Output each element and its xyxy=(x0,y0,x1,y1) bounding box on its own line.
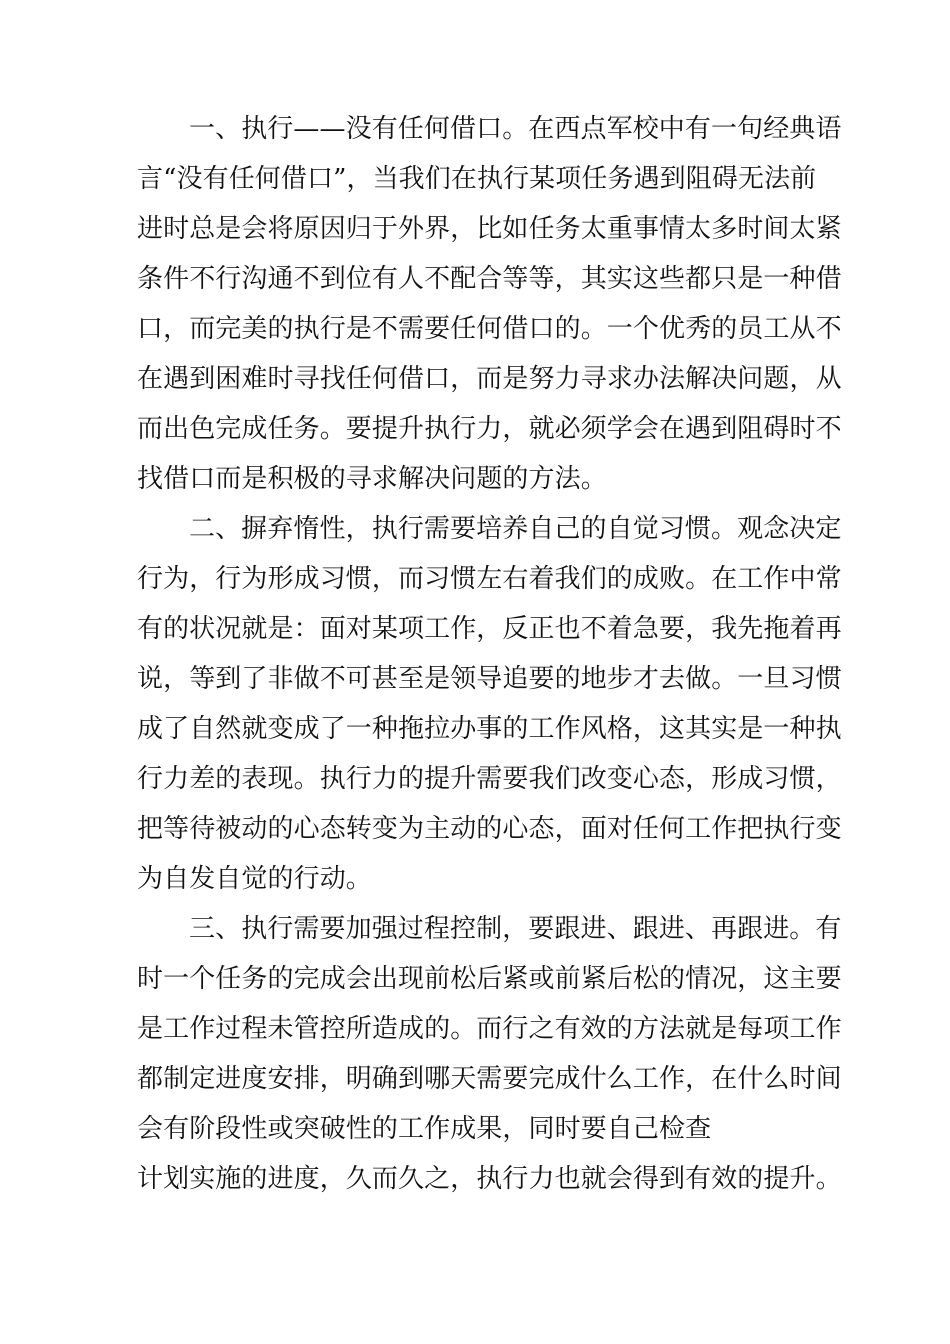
paragraph-2-line-6: 行力差的表现。执行力的提升需要我们改变心态，形成习惯， xyxy=(137,764,842,794)
paragraph-3-line-5: 会有阶段性或突破性的工作成果，同时要自己检查 xyxy=(137,1114,712,1144)
paragraph-3-line-1: 三、执行需要加强过程控制，要跟进、跟进、再跟进。有 xyxy=(189,914,842,944)
paragraph-2-line-4: 说，等到了非做不可甚至是领导追要的地步才去做。一旦习惯 xyxy=(137,664,842,694)
paragraph-1-line-2: 言“没有任何借口”，当我们在执行某项任务遇到阻碍无法前 xyxy=(137,164,817,194)
paragraph-2-line-1: 二、摒弃惰性，执行需要培养自己的自觉习惯。观念决定 xyxy=(189,514,842,544)
paragraph-1-line-8: 找借口而是积极的寻求解决问题的方法。 xyxy=(137,464,607,494)
paragraph-1-line-7: 而出色完成任务。要提升执行力，就必须学会在遇到阻碍时不 xyxy=(137,414,842,444)
paragraph-3-line-3: 是工作过程未管控所造成的。而行之有效的方法就是每项工作 xyxy=(137,1014,842,1044)
paragraph-2-line-3: 有的状况就是：面对某项工作，反正也不着急要，我先拖着再 xyxy=(137,614,842,644)
paragraph-3-line-4: 都制定进度安排，明确到哪天需要完成什么工作，在什么时间 xyxy=(137,1064,842,1094)
paragraph-1-line-1: 一、执行——没有任何借口。在西点军校中有一句经典语 xyxy=(189,114,842,144)
paragraph-1-line-4: 条件不行沟通不到位有人不配合等等，其实这些都只是一种借 xyxy=(137,264,842,294)
paragraph-2-line-2: 行为，行为形成习惯，而习惯左右着我们的成败。在工作中常 xyxy=(137,564,842,594)
body-text xyxy=(137,104,842,1204)
paragraph-3-line-6: 计划实施的进度，久而久之，执行力也就会得到有效的提升。 xyxy=(137,1164,842,1194)
paragraph-2-line-7: 把等待被动的心态转变为主动的心态，面对任何工作把执行变 xyxy=(137,814,842,844)
paragraph-1-line-5: 口，而完美的执行是不需要任何借口的。一个优秀的员工从不 xyxy=(137,314,842,344)
paragraph-2-line-5: 成了自然就变成了一种拖拉办事的工作风格，这其实是一种执 xyxy=(137,714,842,744)
paragraph-1-line-3: 进时总是会将原因归于外界，比如任务太重事情太多时间太紧 xyxy=(137,214,842,244)
paragraph-2-line-8: 为自发自觉的行动。 xyxy=(137,864,372,894)
paragraph-3-line-2: 时一个任务的完成会出现前松后紧或前紧后松的情况，这主要 xyxy=(137,964,842,994)
paragraph-1-line-6: 在遇到困难时寻找任何借口，而是努力寻求办法解决问题，从 xyxy=(137,364,842,394)
